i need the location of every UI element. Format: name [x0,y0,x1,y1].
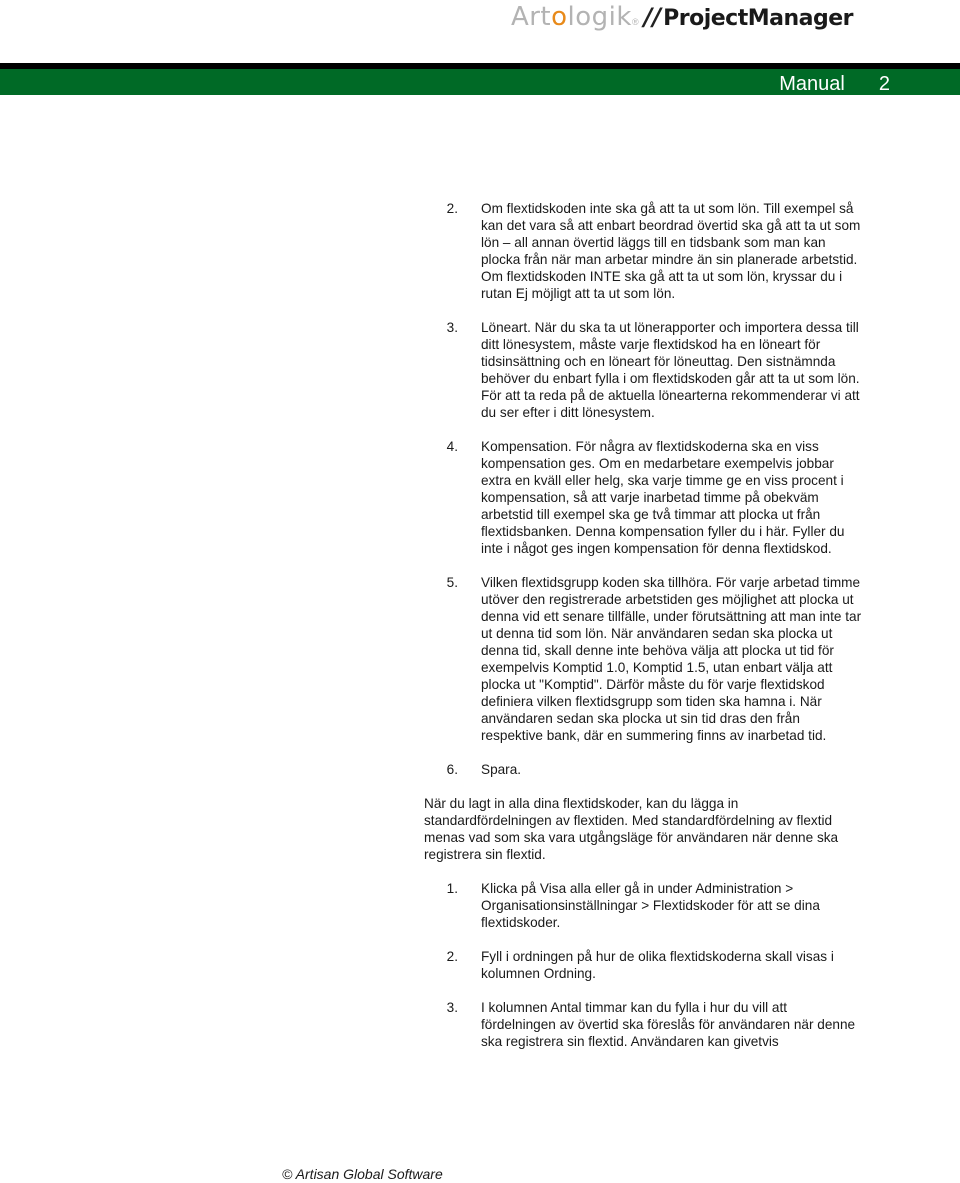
list-item-text: Löneart. När du ska ta ut lönerapporter och importera dessa till ditt lönesystem, måste varje flextidskod ha en löneart för tidsinsättning och en löneart för löneuttag. Den sistnämnda behöver du enbart fylla i om flextidskoden går att ta ut som lön. För att ta reda på de aktuella lönearterna rekommenderar vi att du ser efter i ditt lönesystem. [481,320,860,420]
footer-copyright: © Artisan Global Software [282,1166,443,1182]
list-item [424,319,864,421]
list-item-number: 1. [446,881,458,896]
logo-product-name: ProjectManager [663,6,853,31]
list-item [424,200,864,302]
list-item-number: 6. [446,762,458,777]
list-item [424,948,864,982]
list-item [424,880,864,931]
list-item-text: Fyll i ordningen på hur de olika flextidskoderna skall visas i kolumnen Ordning. [481,949,834,981]
list-item-number: 2. [446,949,458,964]
logo-accent-letter: o [551,2,568,32]
body-paragraph: När du lagt in alla dina flextidskoder, kan du lägga in standardfördelningen av flextiden. Med standardfördelning av flextid menas vad som ska vara utgångsläge för användaren när denne ska registrera sin flextid. [424,796,839,862]
registered-mark: ® [631,17,639,27]
list-item-number: 3. [446,1000,458,1015]
list-item-number: 5. [446,575,458,590]
list-item-number: 4. [446,439,458,454]
header-section-info [779,73,890,96]
list-item-text: Vilken flextidsgrupp koden ska tillhöra. För varje arbetad timme utöver den registrerade arbetstiden ges möjlighet att plocka ut denna vid ett senare tillfälle, under förutsättning att man inte tar ut denna tid som lön. När användaren sedan ska plocka ut denna tid, skall denne inte behöva välja att plocka ut tid för exempelvis Komptid 1.0, Komptid 1.5, utan enbart välja att plocka ut "Komptid". Därför måste du för varje flextidskod definiera vilken flextidsgrupp som tiden ska hamna i. När användaren sedan ska plocka ut sin tid dras den från respektive bank, där en summering finns av inarbetad tid. [481,575,862,743]
list-item [424,999,864,1050]
list-item [424,438,864,557]
list-item-number: 3. [446,320,458,335]
artologik-projectmanager-logo [511,2,853,32]
list-item-number: 2. [446,201,458,216]
section-title: Manual [779,73,845,95]
list-item [424,574,864,744]
list-item-text: Klicka på Visa alla eller gå in under Administration > Organisationsinställningar > Flextidskoder för att se dina flextidskoder. [481,881,820,930]
list-item-text: Spara. [481,762,522,777]
page-number: 2 [878,73,890,95]
list-item [424,761,864,778]
logo-slashes: // [643,3,662,31]
list-item-text: Kompensation. För några av flextidskoderna ska en viss kompensation ges. Om en medarbetare exempelvis jobbar extra en kväll eller helg, ska varje timme ge en viss procent i kompensation, så att varje inarbetad timme på obekväm arbetstid till exempel ska ge två timmar att plocka ut från flextidsbanken. Denna kompensation fyller du i här. Fyller du inte i något ges ingen kompensation för denna flextidskod. [481,439,845,556]
page-content [424,200,864,1067]
logo-brand: Artologik [510,2,632,32]
list-item-text: Om flextidskoden inte ska gå att ta ut som lön. Till exempel så kan det vara så att enbart beordrad övertid ska gå att ta ut som lön – all annan övertid läggs till en tidsbank som man kan plocka från när man arbetar mindre än sin planerade arbetstid. Om flextidskoden INTE ska gå att ta ut som lön, kryssar du i rutan Ej möjligt att ta ut som lön. [481,201,861,301]
list-item-text: I kolumnen Antal timmar kan du fylla i hur du vill att fördelningen av övertid ska föreslås för användaren när denne ska registrera sin flextid. Användaren kan givetvis [481,1000,856,1049]
